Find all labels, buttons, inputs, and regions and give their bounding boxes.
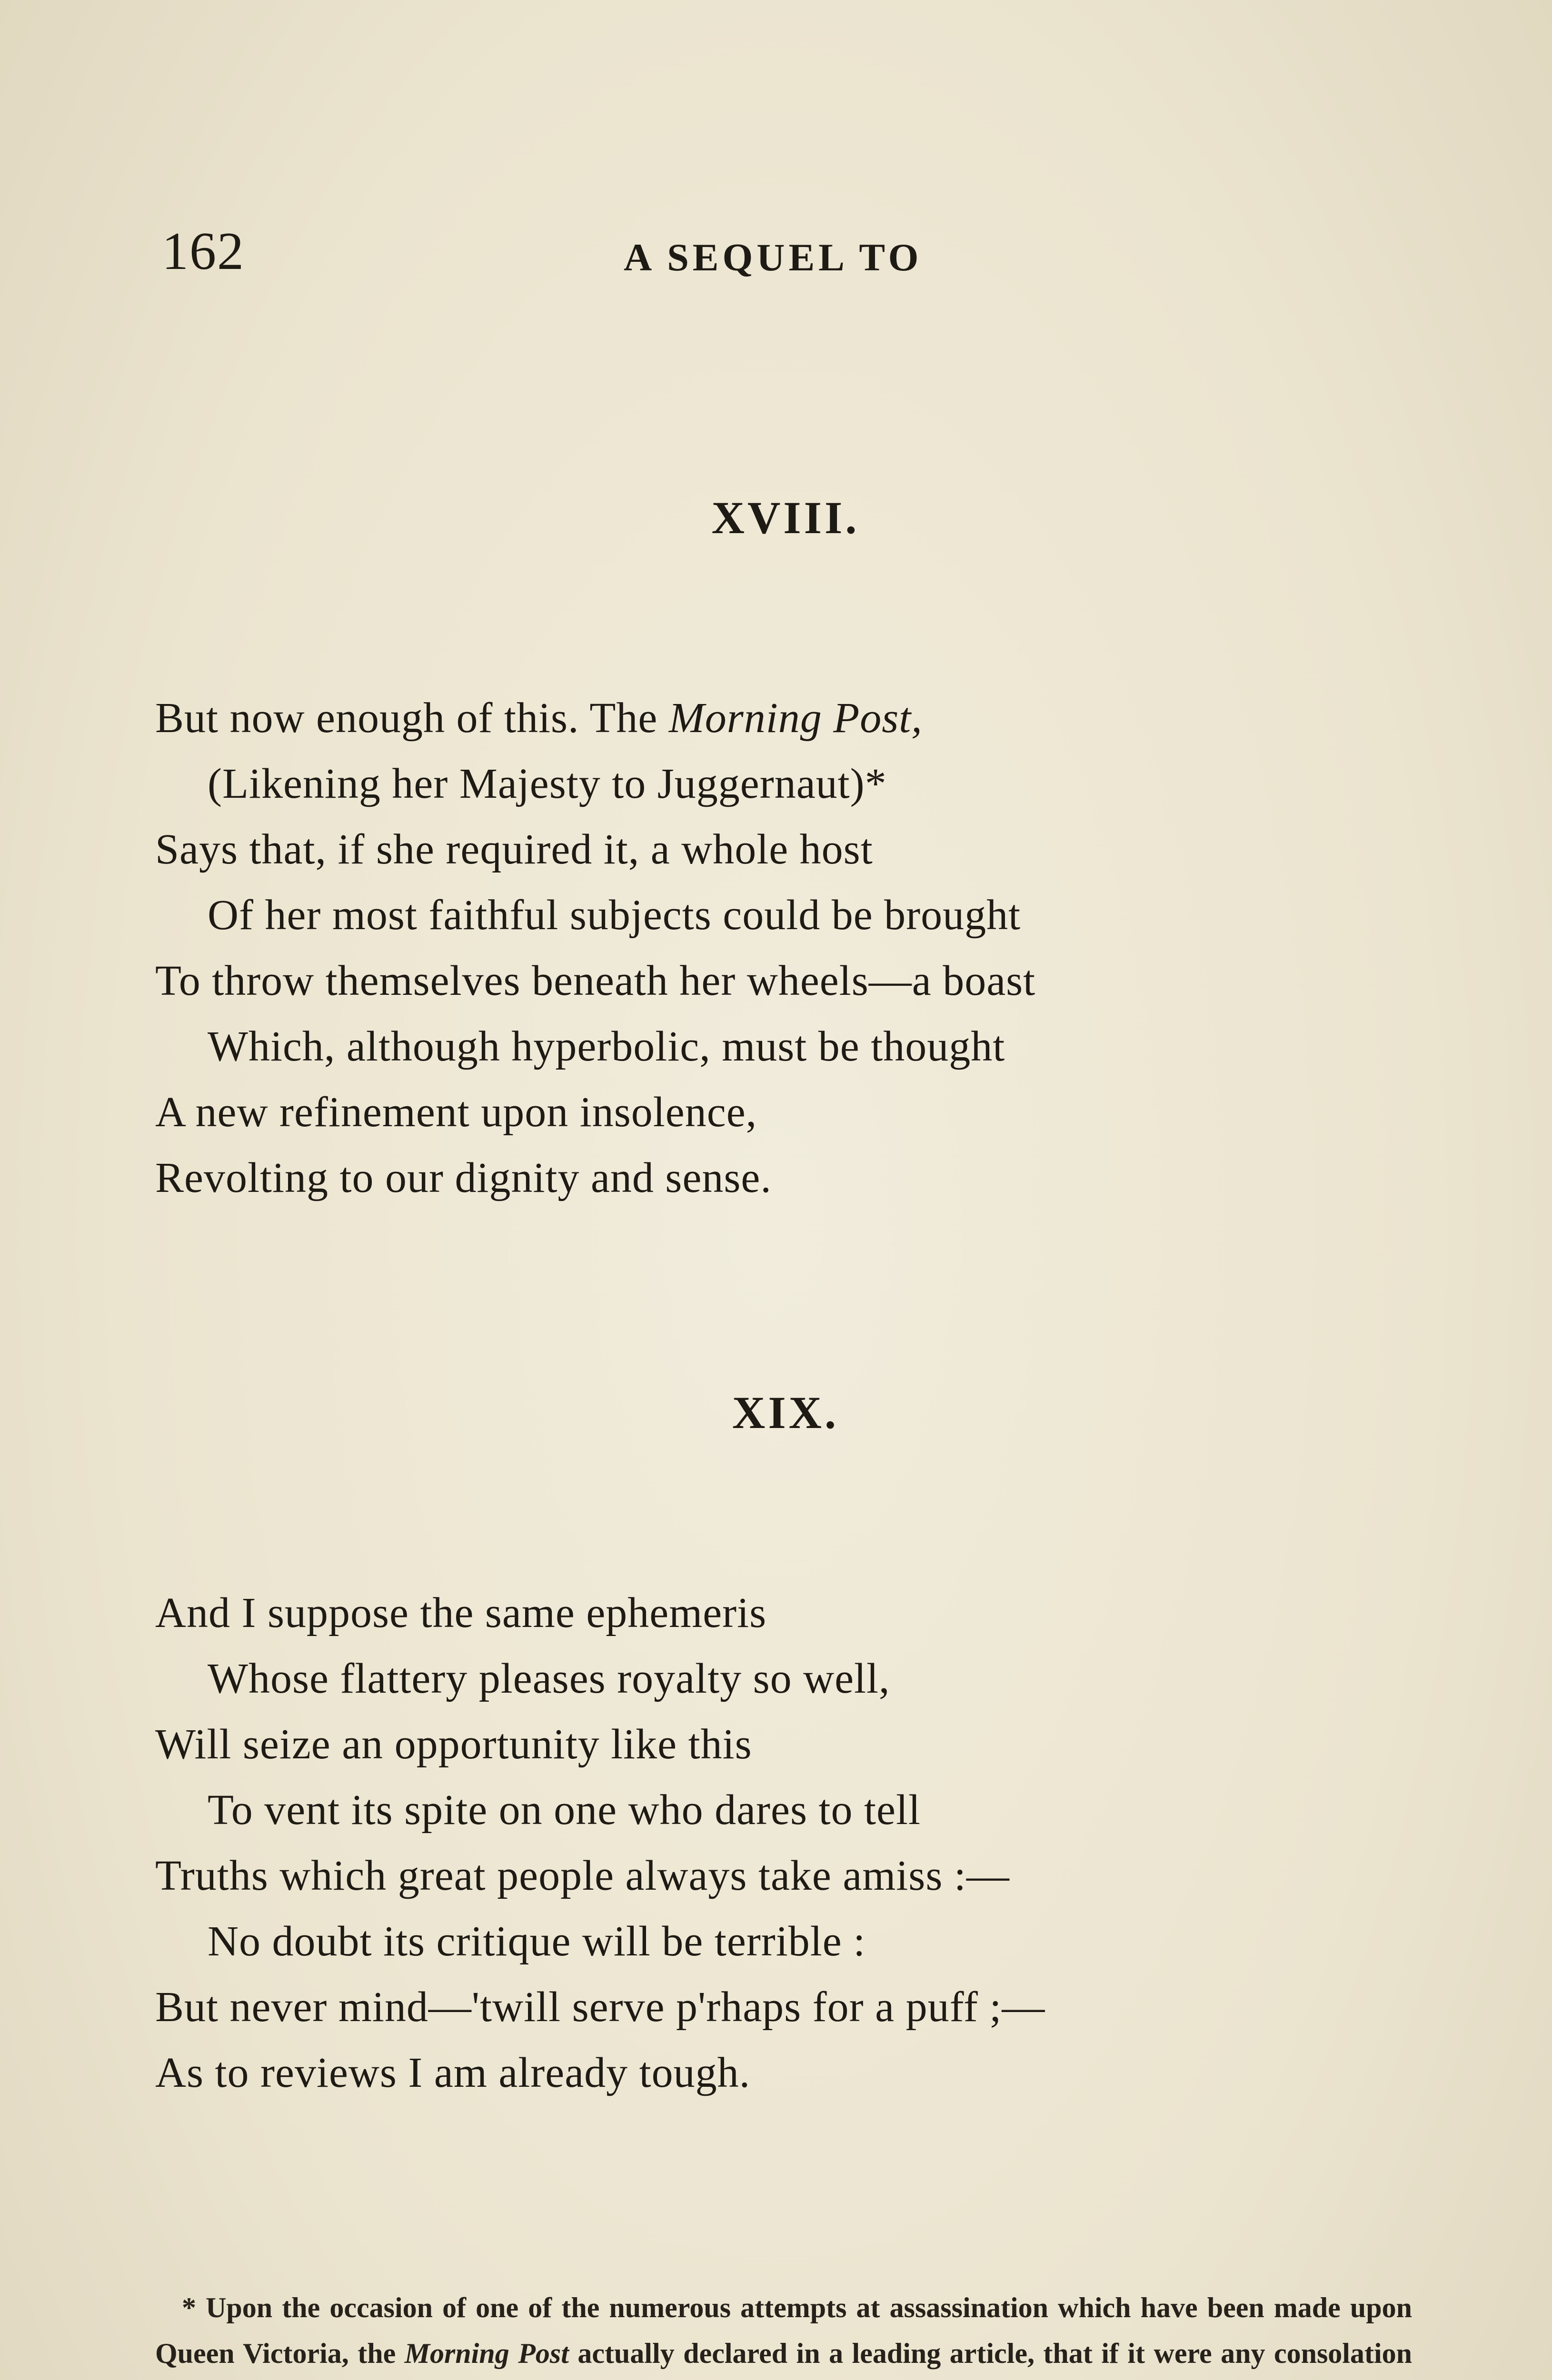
page-number: 162 [162, 222, 245, 281]
verse-line: No doubt its critique will be terrible : [208, 1918, 866, 1965]
footnote-pre: * Upon the occasion of one of the numerous attempts at assassination which have been made upon Queen Victoria, the [155, 2292, 1412, 2369]
running-head: A SEQUEL TO [624, 236, 923, 279]
verse-line: To vent its spite on one who dares to tell [208, 1786, 921, 1834]
verse-line [155, 685, 1441, 751]
footnote-post: actually declared in a leading article, that if it were any consolation [577, 2338, 1412, 2369]
verse-line: A new refinement upon insolence, [155, 1089, 757, 1136]
stanza-heading-xix: XIX. [732, 1387, 839, 1438]
verse-line: As to reviews I am already tough. [155, 2049, 751, 2096]
newspaper-title: Morning Post, [668, 694, 923, 742]
verse-line: Says that, if she required it, a whole host [155, 826, 873, 873]
footnote-newspaper-title: Morning Post [404, 2338, 569, 2369]
stanza-xix [155, 1580, 1441, 2106]
verse-line: Truths which great people always take amiss :— [155, 1852, 1010, 1899]
footnote [155, 2285, 1412, 2380]
verse-line: And I suppose the same ephemeris [155, 1589, 767, 1636]
verse-line: Will seize an opportunity like this [155, 1721, 752, 1768]
verse-line: (Likening her Majesty to Juggernaut)* [208, 760, 887, 807]
stanza-heading-xviii: XVIII. [711, 492, 860, 543]
verse-line-text: But now enough of this. The [155, 694, 669, 742]
verse-line: Of her most faithful subjects could be brought [208, 892, 1021, 939]
verse-line: Which, although hyperbolic, must be thought [208, 1023, 1005, 1070]
verse-line: But never mind—'twill serve p'rhaps for a puff ;— [155, 1983, 1045, 2031]
verse-line: To throw themselves beneath her wheels—a boast [155, 957, 1036, 1004]
verse-line: Revolting to our dignity and sense. [155, 1154, 772, 1201]
footnote-text [155, 2285, 1412, 2380]
stanza-xviii [155, 685, 1441, 1211]
verse-line: Whose flattery pleases royalty so well, [208, 1655, 890, 1702]
